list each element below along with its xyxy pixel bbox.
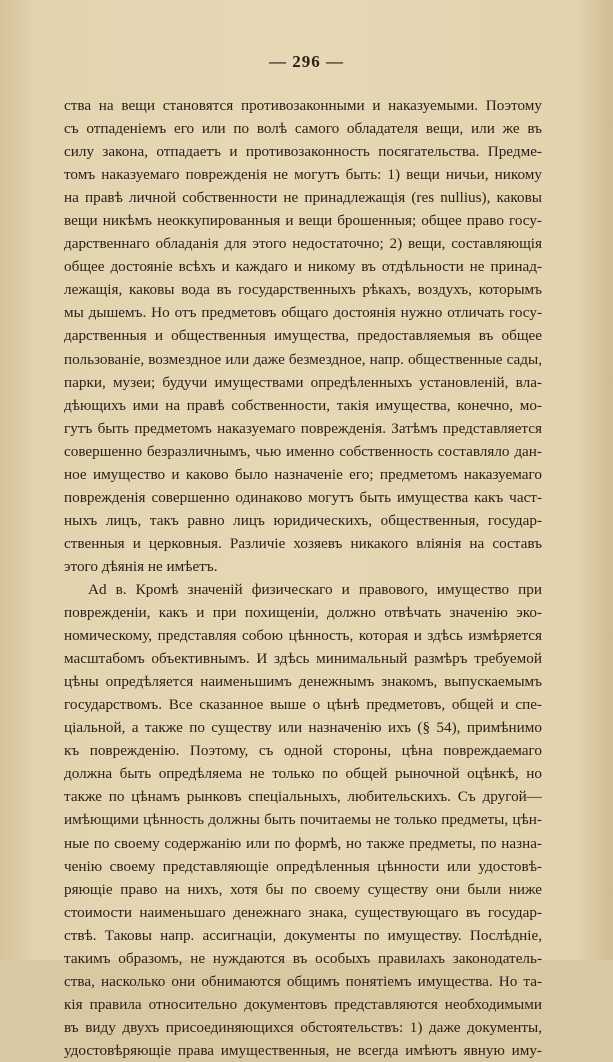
text-line: ства, насколько они обнимаются общимъ понятіемъ имущества. Но та- — [64, 972, 542, 990]
text-line: совершенно безразличнымъ, чью именно собственность составляло дан- — [64, 442, 542, 460]
text-line: въ виду двухъ присоединяющихся обстоятельствъ: 1) даже документы, — [64, 1018, 542, 1036]
text-line: цѣны опредѣляется наименьшимъ денежнымъ знакомъ, выпускаемымъ — [64, 673, 542, 691]
text-line: общее достояніе всѣхъ и каждаго и никому въ отдѣльности не принад- — [64, 258, 542, 276]
text-line: ціальной, а также по существу или назначенію ихъ (§ 54), примѣнимо — [64, 719, 542, 737]
text-line: лежащія, каковы вода въ государственныхъ рѣкахъ, воздухъ, которымъ — [64, 281, 542, 299]
text-line: ственныя и церковныя. Различіе хозяевъ никакого вліянія на составъ — [64, 534, 542, 552]
text-line: ныхъ лицъ, такъ равно лицъ юридическихъ, общественныя, государ- — [64, 511, 542, 529]
text-line: дарственнаго обладанія для этого недостаточно; 2) вещи, составляющія — [64, 235, 542, 253]
text-line: номическому, представляя собою цѣнность, которая и здѣсь измѣряется — [64, 627, 542, 645]
text-line: ряющіе право на нихъ, хотя бы по своему существу они были ниже — [64, 880, 542, 898]
text-line: гутъ быть предметомъ наказуемаго поврежденія. Затѣмъ представляется — [64, 419, 542, 437]
text-line: поврежденія совершенно одинаково могутъ быть имущества какъ част- — [64, 488, 542, 506]
text-line: томъ наказуемаго поврежденія не могутъ быть: 1) вещи ничьи, никому — [64, 166, 542, 184]
text-line: Ad в. Кромѣ значеній физическаго и правового, имущество при — [88, 580, 542, 598]
text-line: также по цѣнамъ рынковъ спеціальныхъ, любительскихъ. Съ другой— — [64, 788, 542, 806]
text-line: вещи никѣмъ неоккупированныя и вещи брошенныя; общее право госу- — [64, 212, 542, 230]
text-line: этого дѣянія не имѣетъ. — [64, 557, 218, 575]
text-line: пользованіе, возмездное или даже безмездное, напр. общественные сады, — [64, 350, 542, 368]
text-line: ства на вещи становятся противозаконными и наказуемыми. Поэтому — [64, 97, 542, 114]
text-line: кія правила относительно документовъ представляются необходимыми — [64, 995, 542, 1013]
text-line: ченію своему представляющіе опредѣленныя цѣнности или удостовѣ- — [64, 857, 542, 875]
text-line: мы дышемъ. Но отъ предметовъ общаго достоянія нужно отличать госу- — [64, 304, 542, 322]
text-line: съ отпаденіемъ его или по волѣ самого обладателя вещи, или же въ — [64, 120, 542, 138]
text-line: къ поврежденію. Поэтому, съ одной стороны, цѣна повреждаемаго — [64, 742, 542, 760]
text-line: ствѣ. Таковы напр. ассигнаціи, документы по имуществу. Послѣдніе, — [64, 926, 542, 944]
text-line: парки, музеи; будучи имуществами опредѣленныхъ установленій, вла- — [64, 373, 542, 391]
text-line: стоимости наименьшаго денежнаго знака, существующаго въ государ- — [64, 903, 542, 921]
text-line: ные по своему содержанію или по формѣ, но также предметы, по назна- — [64, 834, 542, 852]
text-line: удостовѣряющіе права имущественныя, не всегда имѣютъ явную иму- — [64, 1041, 542, 1059]
text-line: поврежденіи, какъ и при похищеніи, должно отвѣчать значенію эко- — [64, 604, 542, 622]
text-line: дѣющихъ ими на правѣ собственности, такія имущества, конечно, мо- — [64, 396, 542, 414]
text-line: такимъ образомъ, не нуждаются въ особыхъ правилахъ законодатель- — [64, 949, 542, 967]
text-line: дарственныя и общественныя имущества, предоставляемыя въ общее — [64, 327, 542, 345]
text-line: имѣющими цѣнность должны быть почитаемы не только предметы, цѣн- — [64, 811, 542, 829]
text-line: должна быть опредѣляема не только по общей рыночной оцѣнкѣ, но — [64, 765, 542, 783]
body-text — [64, 94, 542, 1062]
text-line: государствомъ. Все сказанное выше о цѣнѣ предметовъ, общей и спе- — [64, 696, 542, 714]
page-number: — 296 — — [269, 52, 344, 71]
text-line: на правѣ личной собственности не принадлежащія (res nullius), каковы — [64, 189, 542, 207]
text-line: масштабомъ объективнымъ. И здѣсь минимальный размѣръ требуемой — [64, 650, 542, 668]
text-line: силу закона, отпадаетъ и противозаконность посягательства. Предме- — [64, 143, 542, 161]
text-line: ное имущество и каково было назначеніе его; предметомъ наказуемаго — [64, 465, 542, 483]
